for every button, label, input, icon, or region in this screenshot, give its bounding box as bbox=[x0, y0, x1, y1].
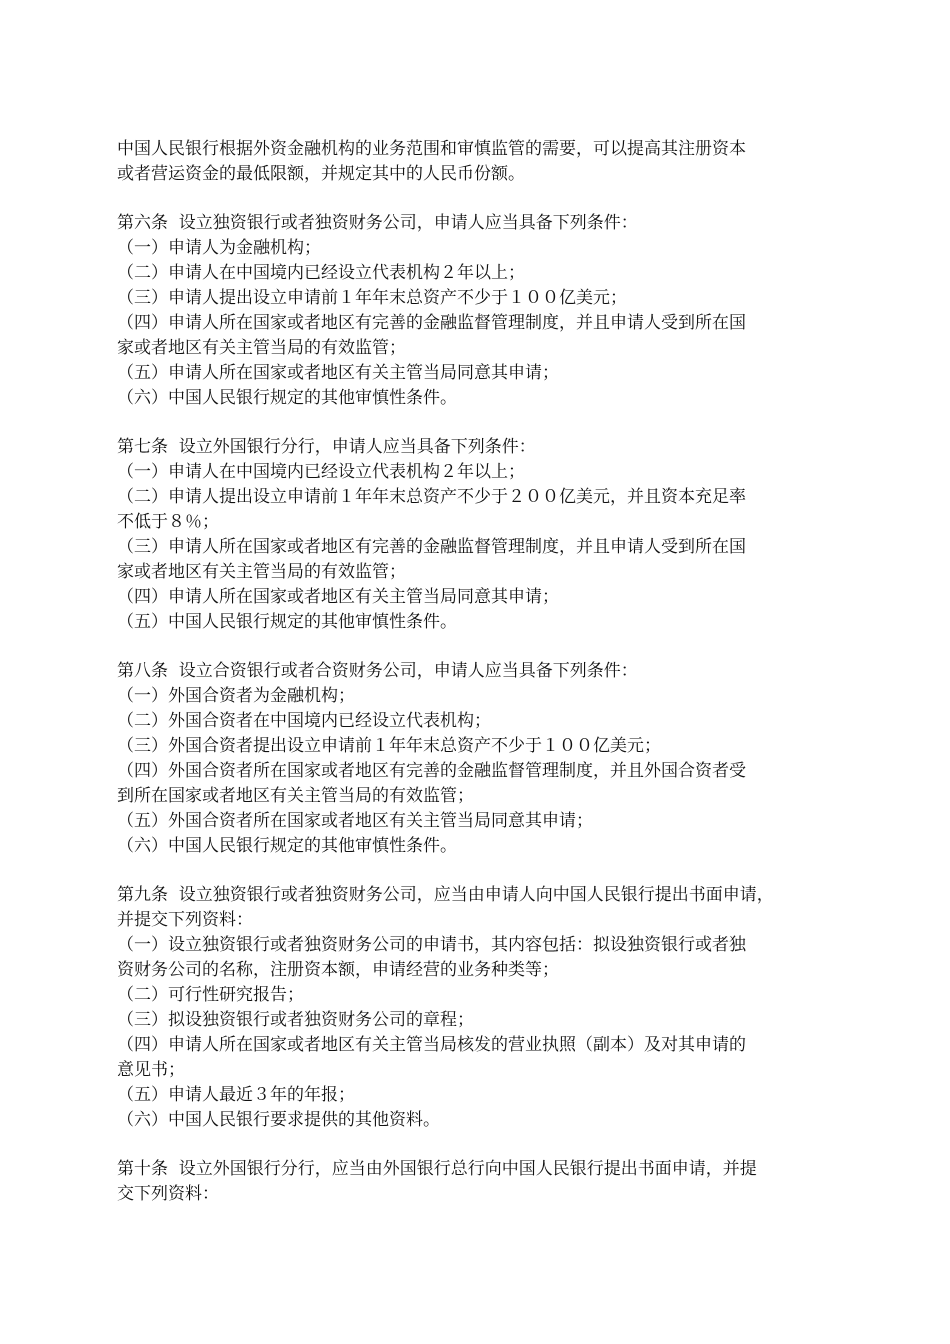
text-line: （二）可行性研究报告； bbox=[117, 985, 304, 1005]
article-heading: 第七条 设立外国银行分行，申请人应当具备下列条件： bbox=[117, 437, 536, 457]
paragraph-gap bbox=[117, 635, 841, 659]
text-line: 家或者地区有关主管当局的有效监管； bbox=[117, 338, 406, 358]
text-line: （一）申请人为金融机构； bbox=[117, 238, 321, 258]
article-heading: 第八条 设立合资银行或者合资财务公司，申请人应当具备下列条件： bbox=[117, 661, 638, 681]
text-line: 中国人民银行根据外资金融机构的业务范围和审慎监管的需要，可以提高其注册资本 bbox=[117, 139, 746, 159]
text-line: （五）申请人所在国家或者地区有关主管当局同意其申请； bbox=[117, 363, 559, 383]
intro-paragraph bbox=[117, 137, 841, 187]
text-line: （四）申请人所在国家或者地区有完善的金融监督管理制度，并且申请人受到所在国 bbox=[117, 313, 746, 333]
text-line: （一）设立独资银行或者独资财务公司的申请书，其内容包括：拟设独资银行或者独 bbox=[117, 935, 746, 955]
article-10 bbox=[117, 1157, 841, 1207]
paragraph-gap bbox=[117, 859, 841, 883]
text-line: （五）中国人民银行规定的其他审慎性条件。 bbox=[117, 612, 457, 632]
text-line: （五）申请人最近３年的年报； bbox=[117, 1085, 355, 1105]
text-line: （二）申请人提出设立申请前１年年末总资产不少于２００亿美元，并且资本充足率 bbox=[117, 487, 746, 507]
article-8 bbox=[117, 659, 841, 859]
text-line: 家或者地区有关主管当局的有效监管； bbox=[117, 562, 406, 582]
text-line: 或者营运资金的最低限额，并规定其中的人民币份额。 bbox=[117, 164, 525, 184]
document-page bbox=[117, 137, 841, 1207]
text-line: （三）拟设独资银行或者独资财务公司的章程； bbox=[117, 1010, 474, 1030]
text-line: （二）外国合资者在中国境内已经设立代表机构； bbox=[117, 711, 491, 731]
article-heading: 第六条 设立独资银行或者独资财务公司，申请人应当具备下列条件： bbox=[117, 213, 638, 233]
article-heading: 第十条 设立外国银行分行，应当由外国银行总行向中国人民银行提出书面申请，并提 bbox=[117, 1159, 757, 1179]
text-line: 意见书； bbox=[117, 1060, 185, 1080]
text-line: （五）外国合资者所在国家或者地区有关主管当局同意其申请； bbox=[117, 811, 593, 831]
text-line: （四）申请人所在国家或者地区有关主管当局同意其申请； bbox=[117, 587, 559, 607]
text-line: （三）外国合资者提出设立申请前１年年末总资产不少于１００亿美元； bbox=[117, 736, 661, 756]
text-line: （一）申请人在中国境内已经设立代表机构２年以上； bbox=[117, 462, 525, 482]
text-line: 到所在国家或者地区有关主管当局的有效监管； bbox=[117, 786, 474, 806]
text-line: （六）中国人民银行规定的其他审慎性条件。 bbox=[117, 836, 457, 856]
text-line: （三）申请人所在国家或者地区有完善的金融监督管理制度，并且申请人受到所在国 bbox=[117, 537, 746, 557]
text-line: （六）中国人民银行要求提供的其他资料。 bbox=[117, 1110, 440, 1130]
text-line: 并提交下列资料： bbox=[117, 910, 253, 930]
paragraph-gap bbox=[117, 187, 841, 211]
text-line: （四）外国合资者所在国家或者地区有完善的金融监督管理制度，并且外国合资者受 bbox=[117, 761, 746, 781]
text-line: 交下列资料： bbox=[117, 1184, 219, 1204]
article-9 bbox=[117, 883, 841, 1133]
paragraph-gap bbox=[117, 1133, 841, 1157]
article-7 bbox=[117, 435, 841, 635]
article-6 bbox=[117, 211, 841, 411]
text-line: （一）外国合资者为金融机构； bbox=[117, 686, 355, 706]
text-line: 不低于８％； bbox=[117, 512, 219, 532]
text-line: （六）中国人民银行规定的其他审慎性条件。 bbox=[117, 388, 457, 408]
paragraph-gap bbox=[117, 411, 841, 435]
text-line: （三）申请人提出设立申请前１年年末总资产不少于１００亿美元； bbox=[117, 288, 627, 308]
article-heading: 第九条 设立独资银行或者独资财务公司，应当由申请人向中国人民银行提出书面申请， bbox=[117, 885, 774, 905]
text-line: （四）申请人所在国家或者地区有关主管当局核发的营业执照（副本）及对其申请的 bbox=[117, 1035, 746, 1055]
text-line: 资财务公司的名称，注册资本额，申请经营的业务种类等； bbox=[117, 960, 559, 980]
text-line: （二）申请人在中国境内已经设立代表机构２年以上； bbox=[117, 263, 525, 283]
